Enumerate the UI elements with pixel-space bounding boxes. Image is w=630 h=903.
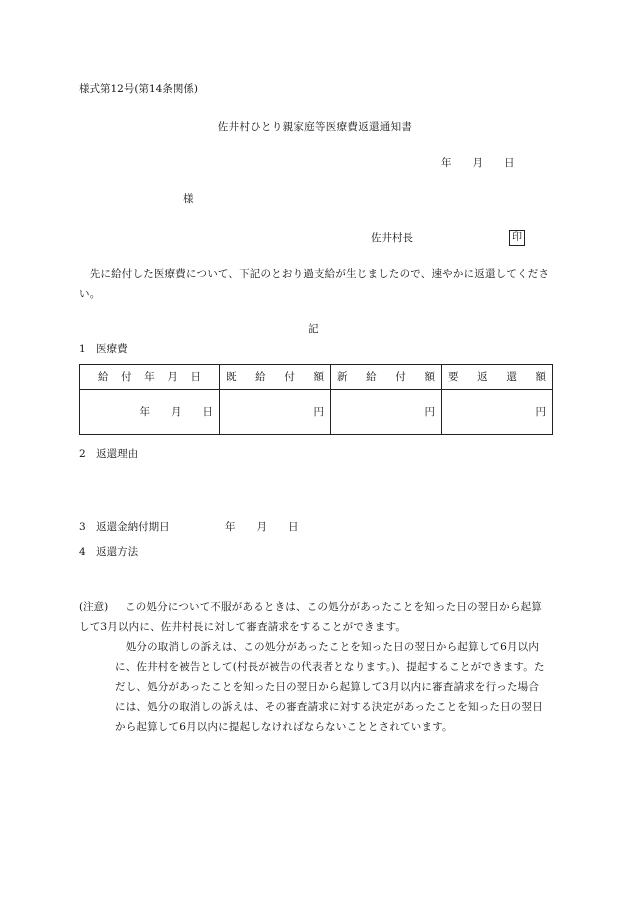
section4-heading: 4 返還方法 [79, 546, 139, 558]
cell-new-amount: 円 [331, 390, 442, 435]
section2-heading: 2 返還理由 [79, 448, 139, 460]
issuer-title: 佐井村長 [371, 232, 413, 244]
cell-refund-amount: 円 [442, 390, 553, 435]
section3-date: 年 月 日 [225, 521, 299, 533]
cell-existing-amount: 円 [220, 390, 331, 435]
note-paragraph2: 処分の取消しの訴えは、この処分があったことを知った日の翌日から起算して6月以内に、佐井村を被告として(村長が被告の代表者となります。)、提起することができます。ただし、処分があったことを知った日の翌日から起算して3月以内に審査請求を行った場合には、処分の取消しの訴えは、その審査請求に対する決定があったことを知った日の翌日から起算して6月以内に提起しなければならないこととされています。 [115, 641, 545, 733]
section3-heading: 3 返還金納付期日 [79, 521, 170, 533]
addressee-suffix: 様 [183, 193, 194, 205]
seal-stamp: 印 [509, 230, 525, 246]
note-label: (注意) [79, 601, 109, 613]
section1-heading: 1 医療費 [79, 343, 128, 355]
issue-date: 年 月 日 [441, 157, 515, 169]
table-row [80, 390, 553, 435]
form-number: 様式第12号(第14条関係) [79, 83, 198, 95]
header-new-amount: 新給付額 [331, 365, 442, 390]
document-title: 佐井村ひとり親家庭等医療費返還通知書 [217, 121, 413, 133]
note-line1-text: この処分について不服があるときは、この処分があったことを知った日の翌日から起算して3月以内に、佐井村長に対して審査請求をすることができます。 [79, 601, 542, 633]
ki-heading: 記 [308, 323, 319, 335]
intro-paragraph: 先に給付した医療費について、下記のとおり過支給が生じましたので、速やかに返還してください。 [79, 268, 550, 300]
table-header-row [80, 365, 553, 390]
header-payment-date: 給付年月日 [80, 365, 220, 390]
note-line1 [79, 597, 549, 637]
cell-payment-date: 年 月 日 [80, 390, 220, 435]
medical-fee-table [79, 364, 553, 435]
header-refund-amount: 要返還額 [442, 365, 553, 390]
header-existing-amount: 既給付額 [220, 365, 331, 390]
